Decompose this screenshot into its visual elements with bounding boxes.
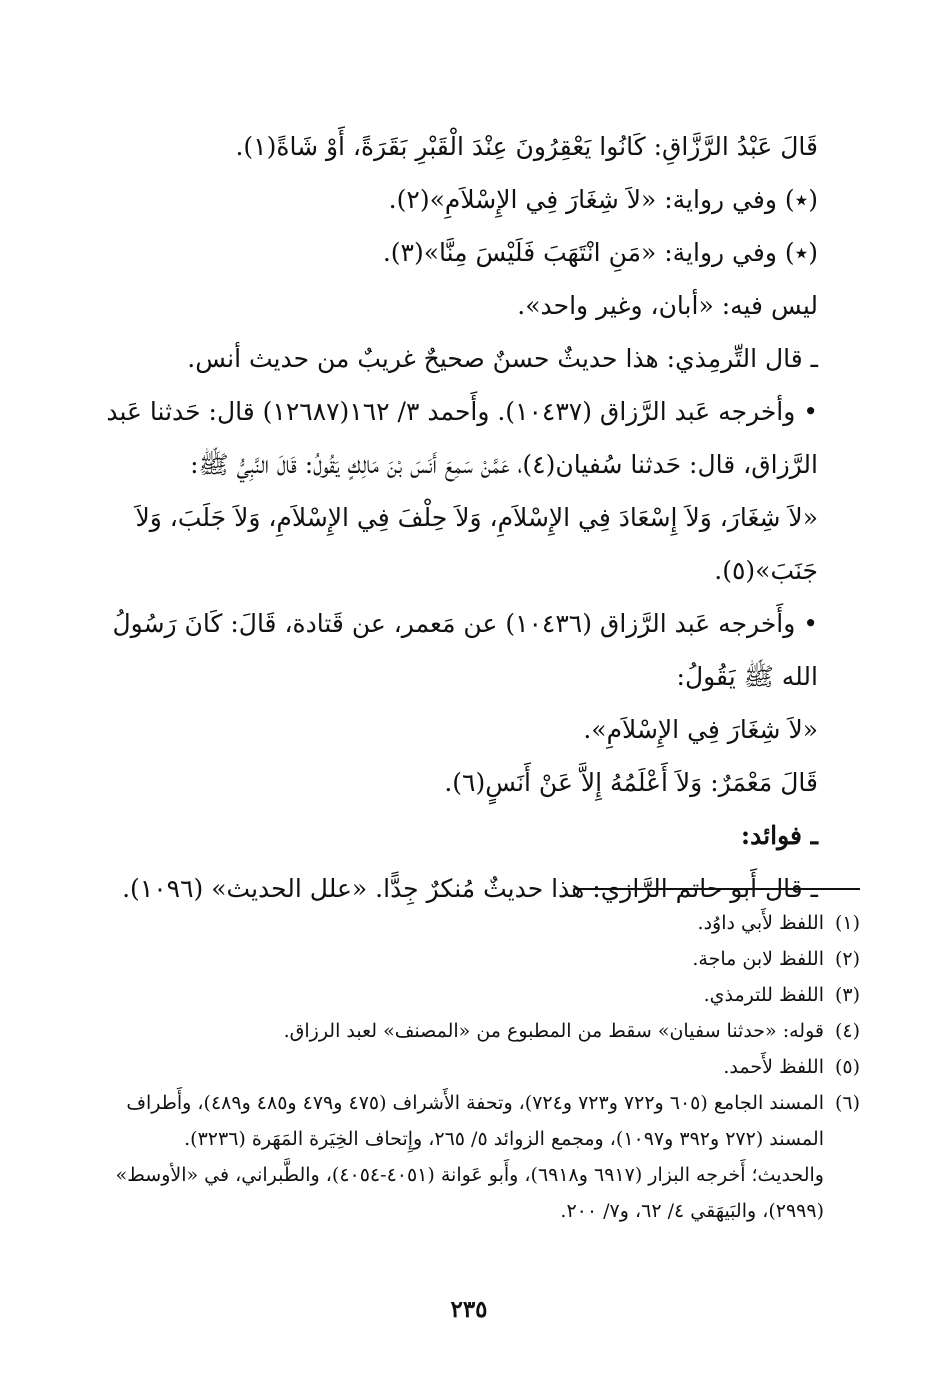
note-paragraph: ليس فيه: «أبان، وغير واحد». xyxy=(517,291,818,320)
tirmidhi-grading: ـ قال التِّرمِذي: هذا حديثٌ حسنٌ صحيحٌ غريبٌ من حديث أنس. xyxy=(187,344,818,373)
footnote-number: (٥) xyxy=(834,1056,860,1078)
abu-hatim-statement: ـ قال أَبو حاتم الرَّازي: هذا حديثٌ مُنكرٌ جِدًّا. «علل الحديث» (١٠٩٦). xyxy=(122,874,818,903)
hadith-quote-1: «لاَ شِغَارَ، وَلاَ إِسْعَادَ فِي الإِسْلاَمِ، وَلاَ حِلْفَ فِي الإِسْلاَمِ، وَلاَ جَلَبَ، وَلاَ جَنَبَ»(٥). xyxy=(135,503,818,585)
benefits-heading: ـ فوائد: xyxy=(740,821,818,850)
footnote-text: اللفظ لأَبي داوُد. xyxy=(697,912,824,934)
footnote-number: (٤) xyxy=(834,1020,860,1042)
page-number: ٢٣٥ xyxy=(450,1296,488,1323)
footnote-text: اللفظ للترمذي. xyxy=(703,984,824,1006)
footnote-number: (١) xyxy=(834,912,860,934)
footnote-text: قوله: «حدثنا سفيان» سقط من المطبوع من «المصنف» لعبد الرزاق. xyxy=(283,1020,824,1042)
footnote-text: المسند الجامع (٦٠٥ و٧٢٢ و٧٢٣ و٧٢٤)، وتحفة الأَشراف (٤٧٥ و٤٧٩ و٤٨٥ و٤٨٩)، وأَطراف المسند (٢٧٢ و٣٩٢ و١٠٩٧)، ومجمع الزوائد ٥/ ٢٦٥، وإِتحاف الخِيَرة المَهَرة (٣٢٣٦). xyxy=(126,1092,824,1150)
narration-variant-1: (٭) وفي رواية: «لاَ شِغَارَ فِي الإِسْلاَمِ»(٢). xyxy=(388,185,818,214)
footnote-number: (٣) xyxy=(834,984,860,1006)
footnote-item xyxy=(74,1049,860,1085)
footnote-item xyxy=(74,905,860,941)
footnote-item xyxy=(74,977,860,1013)
footnote-number: (٦) xyxy=(834,1092,860,1114)
narration-variant-2: (٭) وفي رواية: «مَنِ انْتَهَبَ فَلَيْسَ مِنَّا»(٣). xyxy=(382,238,818,267)
main-text xyxy=(76,120,860,915)
hadith-quote-2: «لاَ شِغَارَ فِي الإِسْلاَمِ». xyxy=(583,715,818,744)
footnote-item xyxy=(74,941,860,977)
takhrij-paragraph-2: • وأَخرجه عَبد الرَّزاق (١٠٤٣٦) عن مَعمر، عن قَتادة، قَالَ: كَانَ رَسُولُ الله ﷺ يَقُولُ: xyxy=(112,609,818,691)
footnote-text: اللفظ لابن ماجة. xyxy=(692,948,824,970)
hadith-paragraph-1: قَالَ عَبْدُ الرَّزَّاقِ: كَانُوا يَعْقِرُونَ عِنْدَ الْقَبْرِ بَقَرَةً، أَوْ شَاةً(١). xyxy=(235,132,818,161)
footnote-item xyxy=(74,1013,860,1049)
mamar-statement: قَالَ مَعْمَرٌ: وَلاَ أَعْلَمُهُ إِلاَّ عَنْ أَنَسٍ(٦). xyxy=(444,768,818,797)
footnotes xyxy=(74,905,860,1229)
footnote-number: (٢) xyxy=(834,948,860,970)
footnote-continuation: والحديث؛ أَخرجه البزار (٦٩١٧ و٦٩١٨)، وأَبو عَوانة (٤٠٥١-٤٠٥٤)، والطَّبراني، في «الأوسط» (٢٩٩٩)، والبَيهَقي ٤/ ٦٢، و٧/ ٢٠٠. xyxy=(115,1164,824,1222)
footnote-text: اللفظ لأَحمد. xyxy=(723,1056,824,1078)
takhrij-paragraph-1: • وأخرجه عَبد الرَّزاق (١٠٤٣٧). وأَحمد ٣/ ١٦٢(١٢٦٨٧) قال: حَدثنا عَبد الرَّزاق، قال: حَدثنا سُفيان(٤)، عَمَّنْ سَمِعَ أَنَسَ بْنَ مَالِكٍ يَقُولُ: قَالَ النَّبِيُّ ﷺ: xyxy=(106,397,818,479)
footnote-separator xyxy=(576,888,860,890)
footnote-item xyxy=(74,1085,860,1157)
